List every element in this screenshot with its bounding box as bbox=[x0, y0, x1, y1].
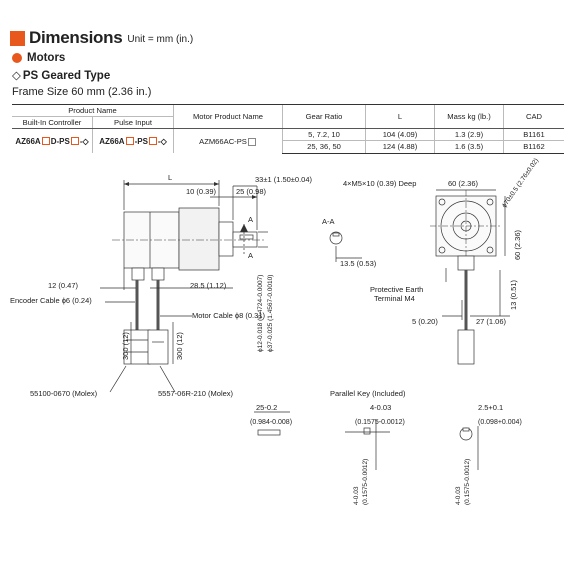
th-gear-ratio: Gear Ratio bbox=[283, 105, 366, 129]
geared-type-label: PS Geared Type bbox=[22, 70, 111, 82]
motor-product: AZM66AC-PS bbox=[174, 129, 283, 154]
cad-link-2[interactable]: B1162 bbox=[504, 141, 565, 153]
key-dim-4: 4-0.03 bbox=[370, 403, 392, 412]
dim-phi70: ϕ70±0.5 (2.76±0.02) bbox=[500, 157, 541, 210]
molex-part-1: 55100-0670 (Molex) bbox=[30, 389, 98, 398]
key-dim-25: 25-0.2 bbox=[256, 403, 278, 412]
l-value-2: 124 (4.88) bbox=[366, 141, 435, 153]
l-value-1: 104 (4.09) bbox=[366, 129, 435, 141]
dim-60-top: 60 (2.36) bbox=[448, 179, 479, 188]
mass-value-2: 1.6 (3.5) bbox=[435, 141, 504, 153]
dim-pilot-diameter: ϕ37-0.025 (1.4567-0.0010) bbox=[267, 274, 274, 352]
key-dim-0098: (0.098+0.004) bbox=[478, 419, 522, 426]
dim-25: 25 (0.98) bbox=[236, 187, 267, 196]
dim-33: 33±1 (1.50±0.04) bbox=[255, 175, 313, 184]
output-shaft bbox=[233, 232, 257, 247]
frame-size: Frame Size 60 mm (2.36 in.) bbox=[12, 86, 152, 98]
pe-terminal-label-2: Terminal M4 bbox=[374, 294, 415, 303]
dim-300-encoder: 300 (12) bbox=[121, 332, 130, 360]
key-v-dim-01575-a: (0.1575-0.0012) bbox=[362, 458, 369, 505]
cad-link-1[interactable]: B1161 bbox=[504, 129, 565, 141]
motors-label: Motors bbox=[27, 52, 66, 64]
key-v-dim-4-b: 4-0.03 bbox=[455, 486, 462, 505]
th-product-name: Product Name bbox=[12, 105, 174, 117]
th-built-in-controller: Built-In Controller bbox=[12, 117, 93, 129]
section-marker-a-bottom: A bbox=[248, 251, 254, 260]
motor-connector bbox=[148, 330, 168, 364]
dim-l: L bbox=[168, 173, 173, 182]
th-cad: CAD bbox=[504, 105, 565, 129]
key-side bbox=[258, 430, 280, 435]
encoder-cable-label: Encoder Cable ϕ6 (0.24) bbox=[10, 296, 92, 305]
motor-cable-label: Motor Cable ϕ8 (0.31) bbox=[192, 311, 265, 320]
diamond-icon: ◇ bbox=[12, 70, 21, 82]
dim-10: 10 (0.39) bbox=[186, 187, 217, 196]
mass-value-1: 1.3 (2.9) bbox=[435, 129, 504, 141]
unit-note: Unit = mm (in.) bbox=[127, 34, 194, 45]
gearhead-body bbox=[179, 208, 219, 270]
key-dim-01575: (0.1575-0.0012) bbox=[355, 419, 405, 426]
product-pulse: AZ66A -PS -◇ bbox=[93, 129, 174, 154]
key-v-dim-01575-b: (0.1575-0.0012) bbox=[464, 458, 471, 505]
dim-shaft-diameter: ϕ12-0.018 (0.4724-0.0007) bbox=[257, 274, 264, 352]
key-dim-2-5: 2.5+0.1 bbox=[478, 403, 504, 412]
section-marker-a-top: A bbox=[248, 215, 254, 224]
key-v-dim-4-a: 4-0.03 bbox=[353, 486, 360, 505]
pe-terminal-label-1: Protective Earth bbox=[370, 285, 424, 294]
dim-5: 5 (0.20) bbox=[412, 317, 438, 326]
th-mass: Mass kg (lb.) bbox=[435, 105, 504, 129]
dim-12: 12 (0.47) bbox=[48, 281, 79, 290]
molex-part-2: 5557-06R-210 (Molex) bbox=[158, 389, 234, 398]
gear-ratio-2: 25, 36, 50 bbox=[283, 141, 366, 153]
dim-60-side: 60 (2.36) bbox=[513, 229, 522, 260]
tap-holes-label: 4×M5×10 (0.39) Deep bbox=[343, 179, 417, 188]
section-aa-label: A-A bbox=[322, 217, 335, 226]
dim-13-5: 13.5 (0.53) bbox=[340, 259, 377, 268]
parallel-key-title: Parallel Key (Included) bbox=[330, 389, 406, 398]
gear-ratio-1: 5, 7.2, 10 bbox=[283, 129, 366, 141]
th-l: L bbox=[366, 105, 435, 129]
dim-28-5: 28.5 (1.12) bbox=[190, 281, 227, 290]
page-title: Dimensions bbox=[29, 28, 123, 47]
dim-300-motor: 300 (12) bbox=[175, 332, 184, 360]
key-dim-0984: (0.984-0.008) bbox=[250, 419, 293, 426]
product-builtin: AZ66A D-PS -◇ bbox=[15, 136, 89, 146]
key-end bbox=[364, 428, 370, 434]
th-motor-product-name: Motor Product Name bbox=[174, 105, 283, 129]
dim-27: 27 (1.06) bbox=[476, 317, 507, 326]
dim-13: 13 (0.51) bbox=[509, 279, 518, 310]
th-pulse-input: Pulse Input bbox=[93, 117, 174, 129]
